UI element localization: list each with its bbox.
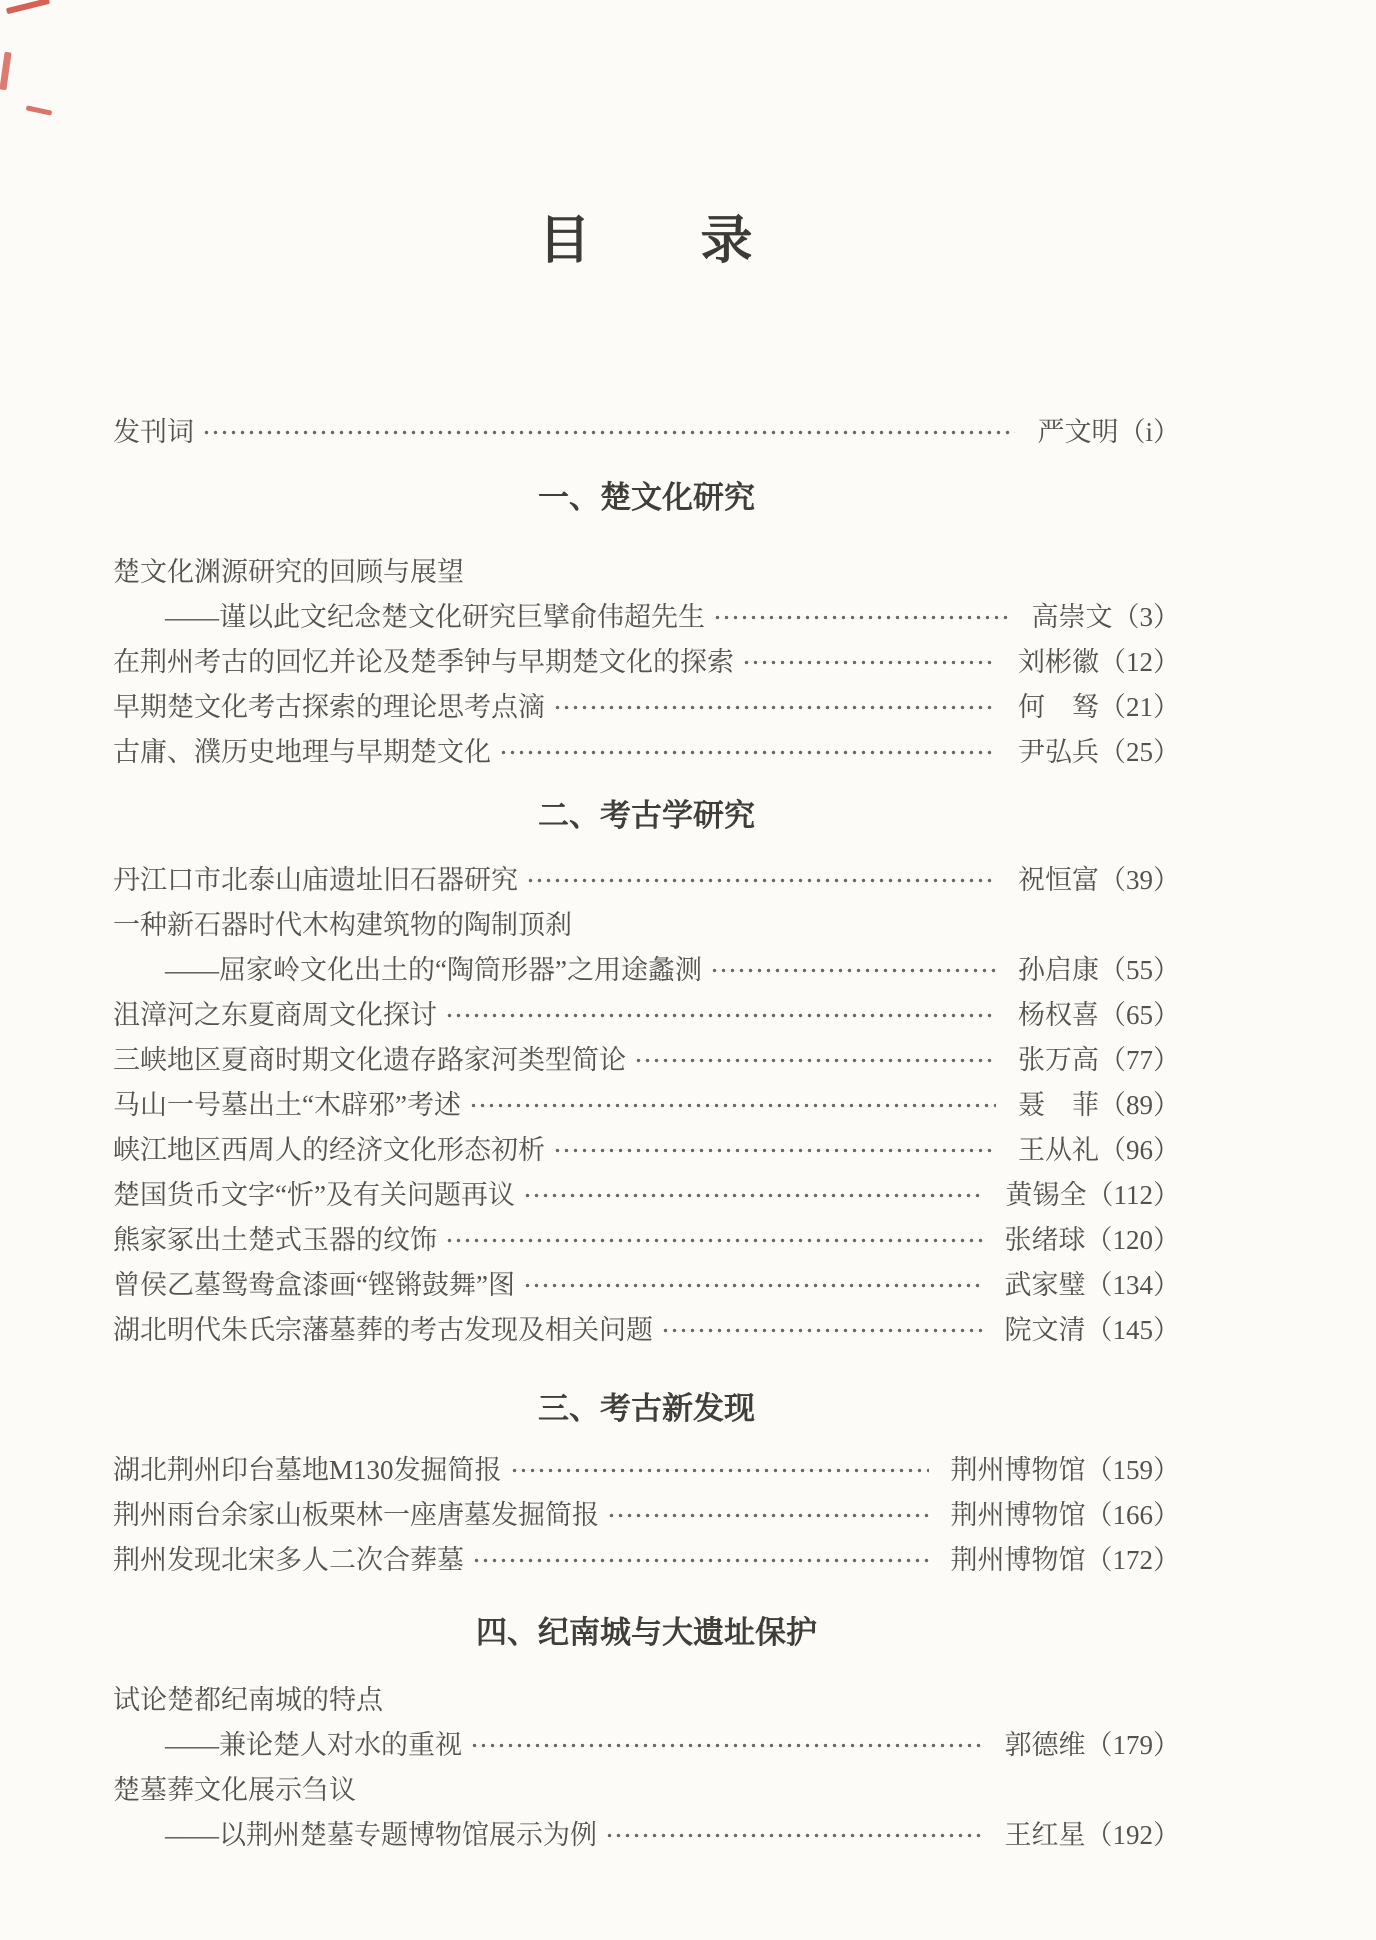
toc-entry (113, 1538, 1180, 1583)
dot-leader (470, 1723, 983, 1768)
toc-entry (113, 1723, 1180, 1768)
toc-entry (113, 993, 1180, 1038)
entry-author: 郭德维 (1004, 1730, 1086, 1760)
page-content (113, 0, 1180, 1858)
dot-leader (713, 595, 1010, 640)
entry-author: 何 驽 (1018, 692, 1099, 722)
entry-page: （ 3 ） (1113, 595, 1181, 640)
toc-entry (113, 685, 1180, 730)
entry-page: （ 179 ） (1086, 1723, 1181, 1768)
dot-leader (661, 1308, 983, 1353)
entry-title: 发刊词 (113, 417, 194, 447)
entry-page: （ 39 ） (1099, 858, 1180, 903)
entry-title: 三峡地区夏商时期文化遗存路家河类型简论 (113, 1045, 626, 1075)
red-scan-mark (0, 52, 12, 91)
dot-leader (605, 1813, 983, 1858)
entry-author: 王红星 (1004, 1820, 1086, 1850)
entry-author: 荆州博物馆 (950, 1545, 1086, 1575)
entry-page: （ i ） (1118, 410, 1180, 455)
toc-entry (113, 595, 1180, 640)
entry-title: ——以荆州楚墓专题博物馆展示为例 (165, 1820, 597, 1850)
red-scan-mark (6, 0, 50, 14)
toc-entry (113, 903, 1180, 948)
entry-title: 曾侯乙墓鸳鸯盒漆画“铿锵鼓舞”图 (113, 1270, 515, 1300)
toc-entry (113, 1218, 1180, 1263)
section-heading-2: 二、考古学研究 (538, 798, 755, 833)
entry-author: 武家璧 (1004, 1270, 1086, 1300)
entry-title: 熊家冢出土楚式玉器的纹饰 (113, 1225, 437, 1255)
red-scan-mark (26, 105, 52, 115)
entry-title: 一种新石器时代木构建筑物的陶制顶刹 (113, 910, 572, 940)
toc-entry (113, 1083, 1180, 1128)
entry-title: 荆州发现北宋多人二次合葬墓 (113, 1545, 464, 1575)
dot-leader (445, 993, 996, 1038)
entry-page: （ 134 ） (1086, 1263, 1181, 1308)
section-heading-4: 四、纪南城与大遗址保护 (476, 1615, 817, 1650)
entry-author: 聂 菲 (1018, 1090, 1099, 1120)
entry-page: （ 89 ） (1099, 1083, 1180, 1128)
entry-page: （ 166 ） (1086, 1493, 1181, 1538)
entry-author: 孙启康 (1018, 955, 1099, 985)
entry-author: 杨权喜 (1018, 1000, 1099, 1030)
section-heading-1: 一、楚文化研究 (538, 480, 755, 515)
entry-title: ——兼论楚人对水的重视 (165, 1730, 462, 1760)
dot-leader (523, 1173, 984, 1218)
entry-author: 高崇文 (1031, 602, 1113, 632)
entry-author: 院文清 (1004, 1315, 1086, 1345)
entry-author: 刘彬徽 (1018, 647, 1099, 677)
toc-entry (113, 1263, 1180, 1308)
entry-page: （ 96 ） (1099, 1128, 1180, 1173)
entry-author: 荆州博物馆 (950, 1500, 1086, 1530)
toc-entry (113, 1308, 1180, 1353)
entry-title: 丹江口市北泰山庙遗址旧石器研究 (113, 865, 518, 895)
entry-title: 楚文化渊源研究的回顾与展望 (113, 557, 464, 587)
toc-entry (113, 1813, 1180, 1858)
entry-title: 峡江地区西周人的经济文化形态初析 (113, 1135, 545, 1165)
dot-leader (553, 1128, 996, 1173)
entry-title: 沮漳河之东夏商周文化探讨 (113, 1000, 437, 1030)
dot-leader (742, 640, 996, 685)
entry-title: 荆州雨台余家山板栗林一座唐墓发掘简报 (113, 1500, 599, 1530)
entry-title: 湖北明代朱氏宗藩墓葬的考古发现及相关问题 (113, 1315, 653, 1345)
dot-leader (607, 1493, 929, 1538)
toc-entry (113, 1038, 1180, 1083)
entry-page: （ 77 ） (1099, 1038, 1180, 1083)
entry-page: （ 192 ） (1086, 1813, 1181, 1858)
entry-title: ——谨以此文纪念楚文化研究巨擘俞伟超先生 (165, 602, 705, 632)
entry-title: ——屈家岭文化出土的“陶筒形器”之用途蠡测 (165, 955, 702, 985)
dot-leader (553, 685, 996, 730)
dot-leader (634, 1038, 996, 1083)
entry-page: （ 112 ） (1087, 1173, 1181, 1218)
entry-author: 严文明 (1037, 417, 1119, 447)
dot-leader (202, 410, 1015, 455)
entry-author: 祝恒富 (1018, 865, 1099, 895)
toc-entry (113, 550, 1180, 595)
toc-entry (113, 1448, 1180, 1493)
dot-leader (469, 1083, 996, 1128)
entry-title: 试论楚都纪南城的特点 (113, 1685, 383, 1715)
entry-author: 张万高 (1018, 1045, 1099, 1075)
dot-leader (499, 730, 996, 775)
dot-leader (526, 858, 996, 903)
entry-title: 马山一号墓出土“木辟邪”考述 (113, 1090, 461, 1120)
entry-title: 楚墓葬文化展示刍议 (113, 1775, 356, 1805)
dot-leader (445, 1218, 983, 1263)
toc-entry (113, 1493, 1180, 1538)
toc-entry (113, 858, 1180, 903)
dot-leader (710, 948, 996, 993)
entry-page: （ 172 ） (1086, 1538, 1181, 1583)
entry-title: 湖北荆州印台墓地M130发掘简报 (113, 1455, 502, 1485)
entry-author: 王从礼 (1018, 1135, 1099, 1165)
entry-page: （ 25 ） (1099, 730, 1180, 775)
entry-author: 荆州博物馆 (950, 1455, 1086, 1485)
dot-leader (472, 1538, 929, 1583)
toc-entry-frontmatter (113, 410, 1180, 455)
entry-page: （ 159 ） (1086, 1448, 1181, 1493)
toc-entry (113, 1768, 1180, 1813)
entry-page: （ 12 ） (1099, 640, 1180, 685)
toc-entry (113, 1678, 1180, 1723)
entry-author: 黄锡全 (1005, 1180, 1087, 1210)
entry-title: 在荆州考古的回忆并论及楚季钟与早期楚文化的探索 (113, 647, 734, 677)
entry-page: （ 65 ） (1099, 993, 1180, 1038)
dot-leader (510, 1448, 929, 1493)
entry-title: 楚国货币文字“忻”及有关问题再议 (113, 1180, 515, 1210)
toc-entry (113, 948, 1180, 993)
entry-page: （ 145 ） (1086, 1308, 1181, 1353)
toc-entry (113, 640, 1180, 685)
section-heading-3: 三、考古新发现 (538, 1391, 755, 1426)
entry-author: 张绪球 (1004, 1225, 1086, 1255)
toc-entry (113, 1173, 1180, 1218)
entry-page: （ 55 ） (1099, 948, 1180, 993)
toc-entry (113, 1128, 1180, 1173)
entry-author: 尹弘兵 (1018, 737, 1099, 767)
entry-page: （ 120 ） (1086, 1218, 1181, 1263)
document-title: 目 录 (538, 213, 755, 270)
dot-leader (523, 1263, 983, 1308)
entry-title: 早期楚文化考古探索的理论思考点滴 (113, 692, 545, 722)
entry-page: （ 21 ） (1099, 685, 1180, 730)
toc-entry (113, 730, 1180, 775)
entry-title: 古庸、濮历史地理与早期楚文化 (113, 737, 491, 767)
